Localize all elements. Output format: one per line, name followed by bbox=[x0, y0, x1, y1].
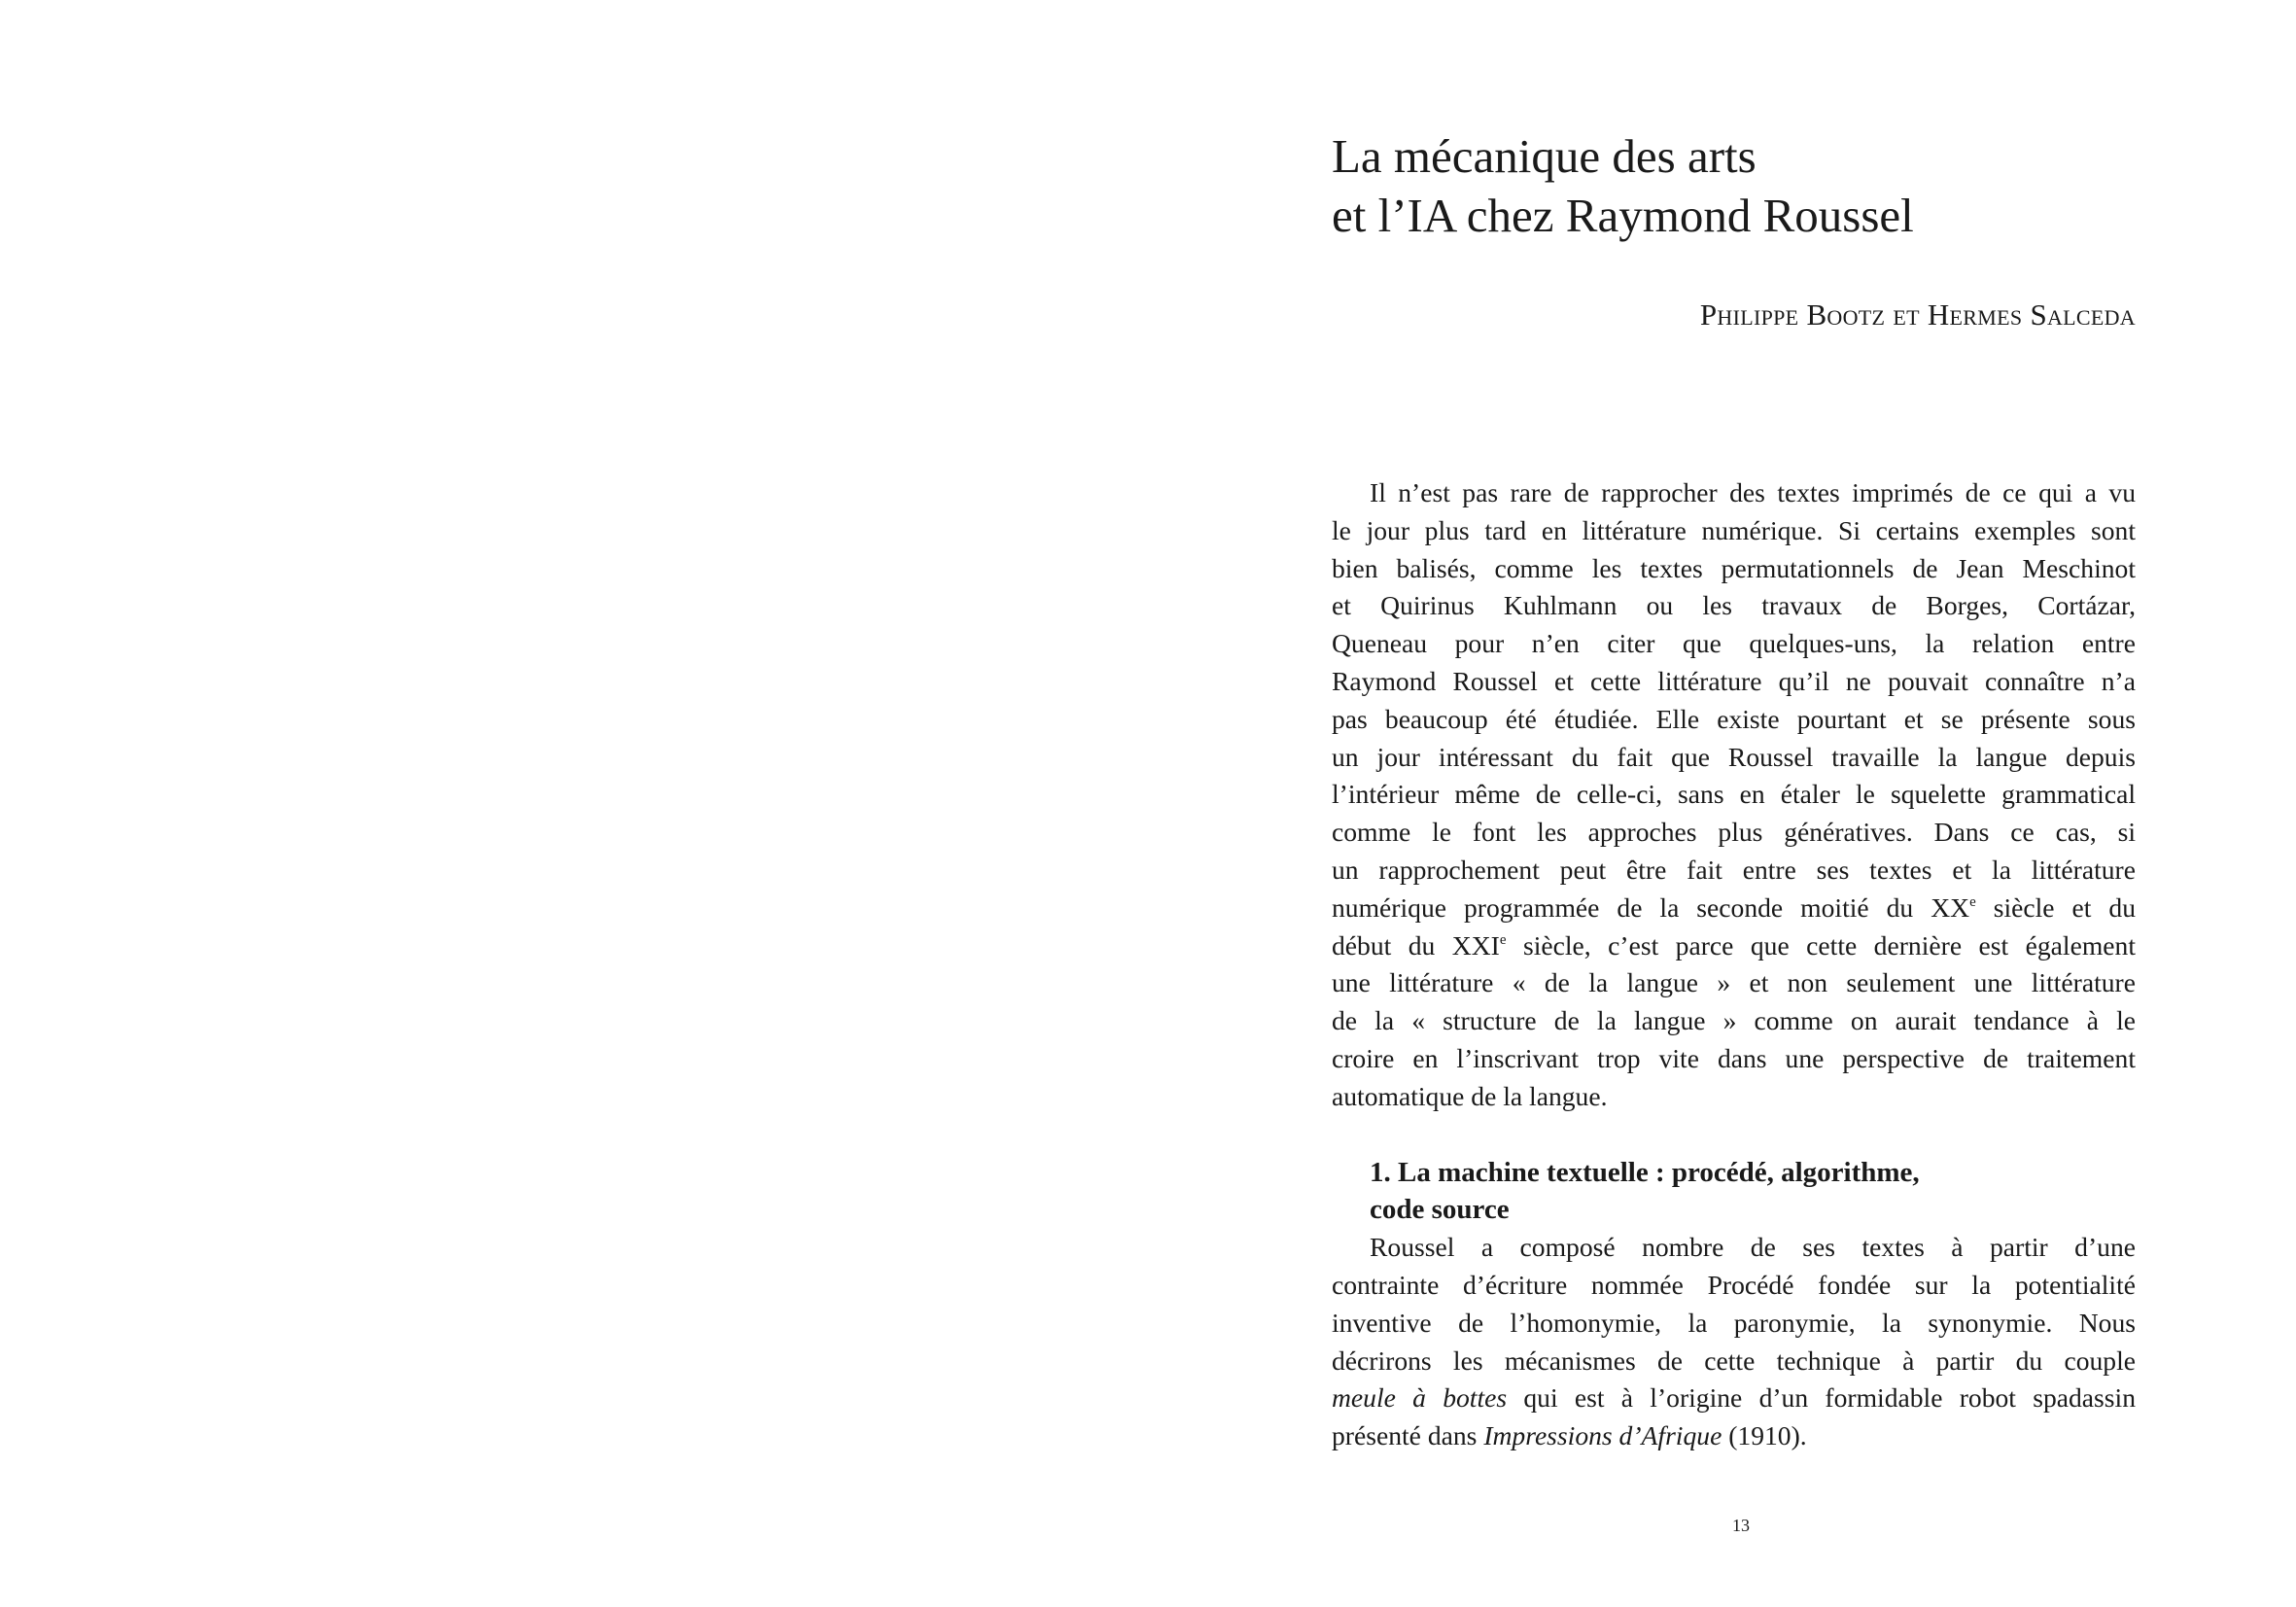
text-line: pas beaucoup été étudiée. Elle existe pourtant et se présente sous bbox=[1332, 703, 2136, 734]
text-line-impressions bbox=[1332, 1417, 2136, 1455]
section-heading bbox=[1332, 1154, 2136, 1230]
text-line: Raymond Roussel et cette littérature qu’il ne pouvait connaître n’a bbox=[1332, 665, 2136, 696]
chapter-authors: Philippe Bootz et Hermes Salceda bbox=[1699, 297, 2136, 332]
chapter-title-line-1: La mécanique des arts bbox=[1332, 129, 1757, 183]
text-line: croire en l’inscrivant trop vite dans une perspective de traitement bbox=[1332, 1042, 2136, 1073]
right-page bbox=[1148, 0, 2296, 1607]
text-fragment: qui est à l’origine d’un formidable robot spadassin bbox=[1507, 1382, 2136, 1414]
text-line: l’intérieur même de celle-ci, sans en étaler le squelette grammatical bbox=[1332, 779, 2136, 810]
paragraph-intro bbox=[1332, 474, 2136, 1116]
text-line: Queneau pour n’en citer que quelques-uns, la relation entre bbox=[1332, 628, 2136, 659]
text-fragment: (1910). bbox=[1722, 1420, 1807, 1451]
text-fragment: présenté dans bbox=[1332, 1420, 1484, 1451]
text-line: le jour plus tard en littérature numérique. Si certains exemples sont bbox=[1332, 514, 2136, 545]
text-fragment: siècle et du bbox=[1975, 891, 2136, 923]
text-line: décrirons les mécanismes de cette technique à partir du couple bbox=[1332, 1345, 2136, 1376]
paragraph-gap bbox=[1332, 1116, 2136, 1154]
text-line: et Quirinus Kuhlmann ou les travaux de Borges, Cortázar, bbox=[1332, 590, 2136, 621]
text-line: Il n’est pas rare de rapprocher des textes imprimés de ce qui a vu bbox=[1370, 477, 2136, 507]
text-line: une littérature « de la langue » et non seulement une littérature bbox=[1332, 967, 2136, 998]
text-fragment: siècle, c’est parce que cette dernière est également bbox=[1506, 929, 2137, 961]
text-line: un jour intéressant du fait que Roussel travaille la langue depuis bbox=[1332, 741, 2136, 772]
text-line-century-21 bbox=[1332, 927, 2136, 965]
text-line: un rapprochement peut être fait entre ses textes et la littérature bbox=[1332, 854, 2136, 885]
paragraph-procede bbox=[1332, 1229, 2136, 1455]
text-line: Roussel a composé nombre de ses textes à partir d’une bbox=[1370, 1232, 2136, 1263]
section-heading-line-2: code source bbox=[1370, 1194, 1510, 1226]
text-line: comme le font les approches plus génératives. Dans ce cas, si bbox=[1332, 817, 2136, 848]
section-heading-line-1: 1. La machine textuelle : procédé, algorithme, bbox=[1370, 1156, 1920, 1188]
chapter-body bbox=[1332, 474, 2136, 1455]
chapter-title-line-2: et l’IA chez Raymond Roussel bbox=[1332, 189, 1914, 242]
text-fragment: début du XXI bbox=[1332, 929, 1500, 961]
text-line: automatique de la langue. bbox=[1332, 1080, 1608, 1111]
chapter-title bbox=[1332, 126, 2090, 245]
italic-book-title: Impressions d’Afrique bbox=[1483, 1420, 1722, 1451]
text-line-meule bbox=[1332, 1380, 2136, 1417]
superscript-e: e bbox=[1969, 893, 1976, 910]
italic-meule-a-bottes: meule à bottes bbox=[1332, 1382, 1508, 1414]
text-line: de la « structure de la langue » comme on aurait tendance à le bbox=[1332, 1005, 2136, 1036]
text-fragment: numérique programmée de la seconde moitié du XX bbox=[1332, 891, 1970, 923]
text-line: inventive de l’homonymie, la paronymie, la synonymie. Nous bbox=[1332, 1307, 2136, 1338]
text-line-century-20 bbox=[1332, 890, 2136, 927]
page-number: 13 bbox=[1732, 1516, 1750, 1535]
text-line: contrainte d’écriture nommée Procédé fondée sur la potentialité bbox=[1332, 1269, 2136, 1300]
text-line: bien balisés, comme les textes permutationnels de Jean Meschinot bbox=[1332, 552, 2136, 583]
superscript-e: e bbox=[1499, 931, 1507, 948]
